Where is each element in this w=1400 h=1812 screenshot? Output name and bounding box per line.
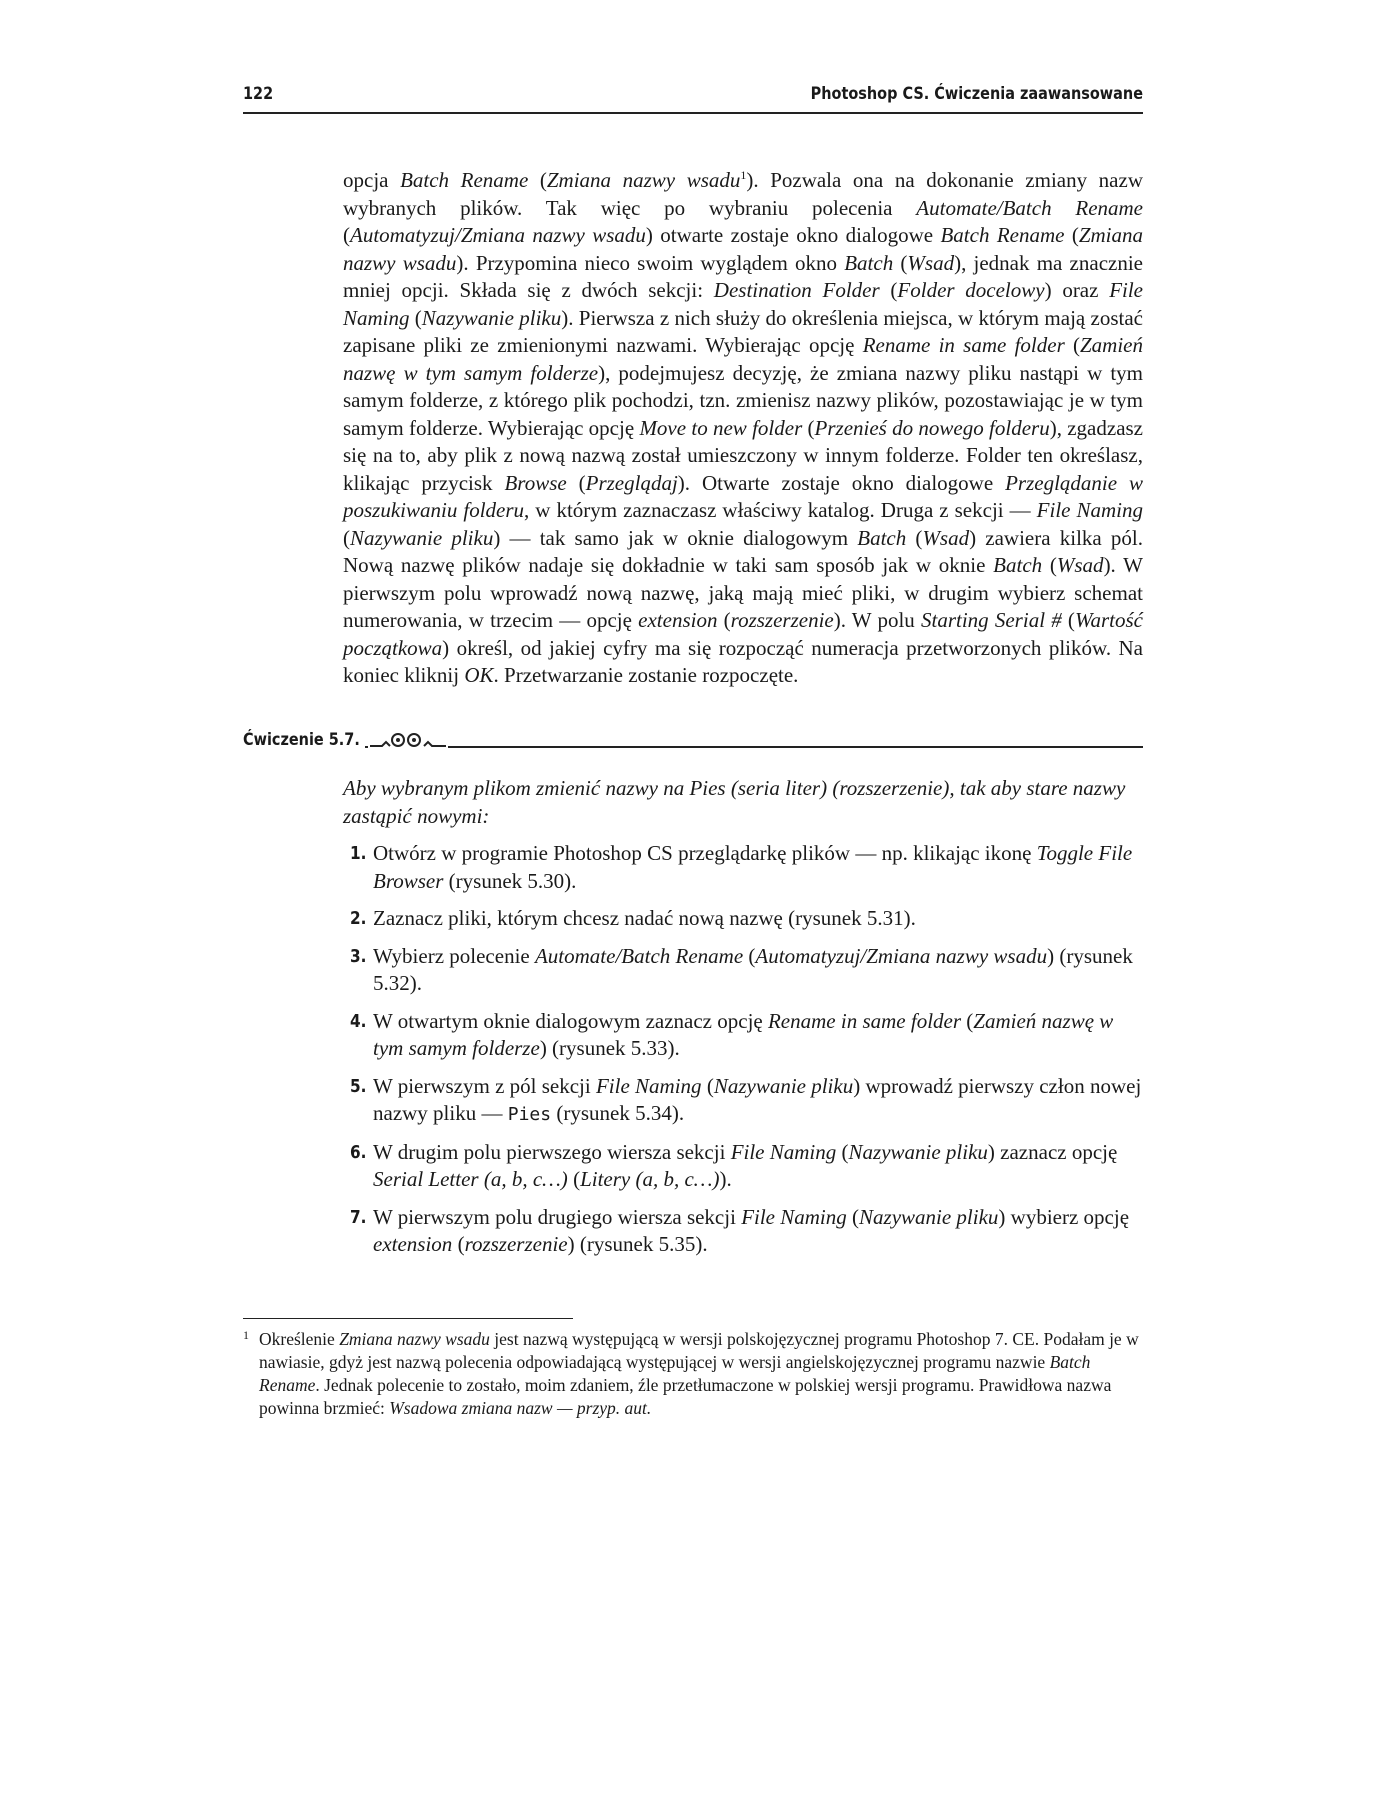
running-header	[243, 84, 1143, 114]
list-item: 3. Wybierz polecenie Automate/Batch Rename (Automatyzuj/Zmiana nazwy wsadu) (rysunek 5.32).	[350, 943, 1133, 995]
list-item: 7. W pierwszym polu drugiego wiersza sekcji File Naming (Nazywanie pliku) wybierz opcję extension (rozszerzenie) (rysunek 5.35).	[350, 1204, 1130, 1256]
exercise-label: Ćwiczenie 5.7.	[243, 730, 360, 750]
footnote	[243, 1328, 1143, 1420]
footnote-text: Określenie Zmiana nazwy wsadu jest nazwą występującą w wersji polskojęzycznej programu Photoshop 7. CE. Podałam je w nawiasie, gdyż jest nazwą polecenia odpowiadającą występującej w wersji angielskojęzycznej programu nazwie Batch Rename. Jednak polecenie to zostało, moim zdaniem, źle przetłumaczone w polskiej wersji programu. Prawidłowa nazwa powinna brzmieć: Wsadowa zmiana nazw — przyp. aut.	[259, 1329, 1139, 1418]
step-number: 6.	[350, 1141, 367, 1163]
footnote-ref: 1	[740, 168, 747, 182]
footnote-number: 1	[243, 1328, 249, 1342]
page-number: 122	[243, 84, 274, 104]
step-number: 7.	[350, 1206, 367, 1228]
exercise-rule	[365, 746, 1143, 748]
exercise-heading	[243, 728, 1143, 756]
step-number: 3.	[350, 945, 367, 967]
body-paragraph: opcja Batch Rename (Zmiana nazwy wsadu$^1$). Pozwala ona na dokonanie zmiany nazw wybranych plików. Tak więc po wybraniu polecenia Automate/Batch Rename (Automatyzuj/Zmiana nazwy wsadu) otwarte zostaje okno dialogowe Batch Rename (Zmiana nazwy wsadu). Przypomina nieco swoim wyglądem okno Batch (Wsad), jednak ma znacznie mniej opcji. Składa się z dwóch sekcji: Destination Folder (Folder docelowy) oraz File Naming (Nazywanie pliku). Pierwsza z nich służy do określenia miejsca, w którym mają zostać zapisane pliki ze zmienionymi nazwami. Wybierając opcję Rename in same folder (Zamień nazwę w tym samym folderze), podejmujesz decyzję, że zmiana nazwy pliku nastąpi w tym samym folderze, z którego plik pochodzi, tzn. zmienisz nazwy plików, pozostawiając je w tym samym folderze. Wybierając opcję Move to new folder (Przenieś do nowego folderu), zgadzasz się na to, aby plik z nową nazwą został umieszczony w innym folderze. Folder ten określasz, klikając przycisk Browse (Przeglądaj). Otwarte zostaje okno dialogowe Przeglądanie w poszukiwaniu folderu, w którym zaznaczasz właściwy katalog. Druga z sekcji — File Naming (Nazywanie pliku) — tak samo jak w oknie dialogowym Batch (Wsad) zawiera kilka pól. Nową nazwę plików nadaje się dokładnie w taki sam sposób jak w oknie Batch (Wsad). W pierwszym polu wprowadź nową nazwę, jaką mają mieć pliki, w drugim wybierz schemat numerowania, w trzecim — opcję extension (rozszerzenie). W polu Starting Serial # (Wartość początkowa) określ, od jakiej cyfry ma się rozpocząć numeracja przetworzonych plików. Na koniec kliknij OK. Przetwarzanie zostanie rozpoczęte.	[343, 168, 1144, 687]
step-number: 5.	[350, 1075, 367, 1097]
list-item: 5. W pierwszym z pól sekcji File Naming (Nazywanie pliku) wprowadź pierwszy człon nowej nazwy pliku — Pies (rysunek 5.34).	[350, 1073, 1142, 1125]
step-number: 2.	[350, 908, 367, 929]
list-item: 2. Zaznacz pliki, którym chcesz nadać nową nazwę (rysunek 5.31).	[350, 905, 1145, 933]
list-item: 6. W drugim polu pierwszego wiersza sekcji File Naming (Nazywanie pliku) zaznacz opcję Serial Letter (a, b, c…) (Litery (a, b, c…)).	[350, 1139, 1118, 1191]
step-number: 4.	[350, 1010, 367, 1032]
list-item: 4. W otwartym oknie dialogowym zaznacz opcję Rename in same folder (Zamień nazwę w tym samym folderze) (rysunek 5.33).	[350, 1008, 1114, 1060]
exercise-intro: Aby wybranym plikom zmienić nazwy na Pies (seria liter) (rozszerzenie), tak aby stare nazwy zastąpić nowymi:	[343, 776, 1126, 828]
step-number: 1.	[350, 843, 367, 864]
book-title: Photoshop CS. Ćwiczenia zaawansowane	[810, 84, 1143, 104]
list-item: 1. Otwórz w programie Photoshop CS przeglądarkę plików — np. klikając ikonę Toggle File Browser (rysunek 5.30).	[350, 841, 1133, 893]
step-list	[350, 840, 1145, 1269]
footnote-rule	[243, 1318, 573, 1319]
ornament-icon	[368, 728, 448, 750]
